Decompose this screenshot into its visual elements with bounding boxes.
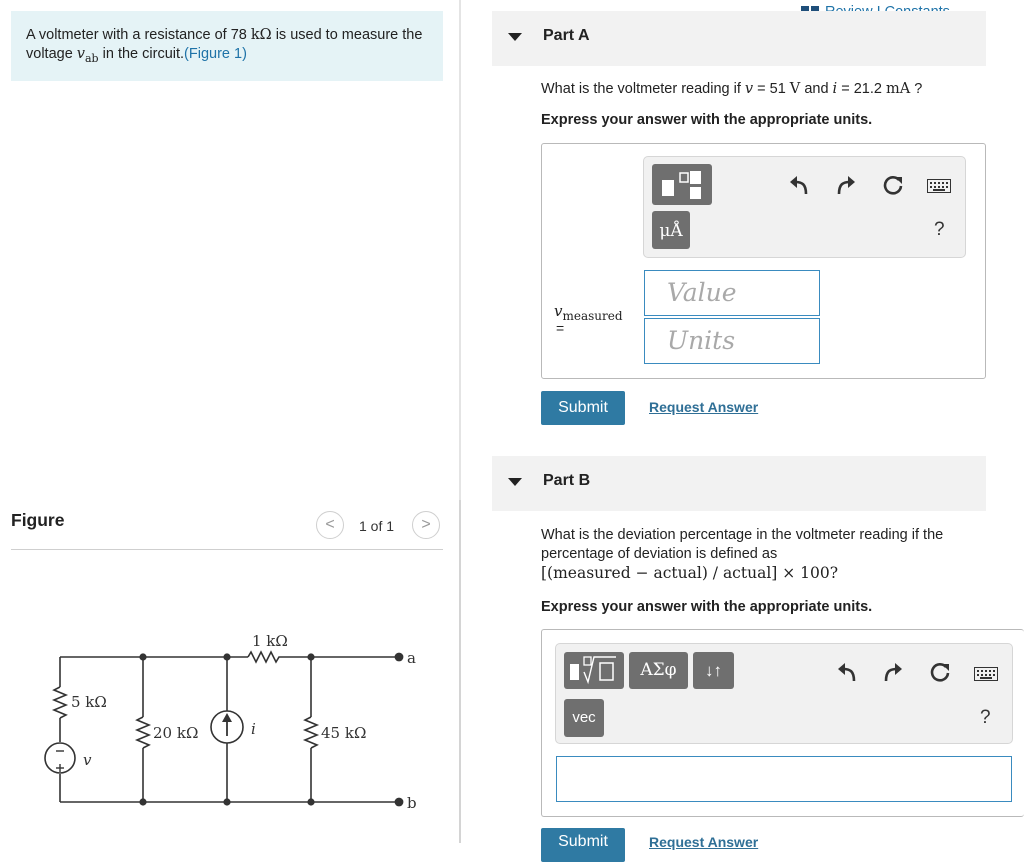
part-b-answer-input[interactable] (556, 756, 1012, 802)
collapse-triangle-icon[interactable] (508, 33, 522, 41)
part-b-instruction: Express your answer with the appropriate units. (541, 599, 873, 615)
part-b-title: Part B (543, 472, 591, 489)
lhs-label: $v_{measured}$ (554, 302, 623, 323)
chevron-right-icon: > (421, 516, 431, 533)
reset-icon[interactable] (928, 661, 952, 685)
value-input[interactable]: Value (644, 270, 820, 316)
templates-button[interactable] (652, 164, 712, 205)
resistance-unit: kΩ (250, 27, 272, 43)
chevron-left-icon: < (325, 516, 335, 533)
part-a-title: Part A (543, 27, 590, 44)
undo-icon[interactable] (836, 663, 858, 683)
figure-title: Figure (11, 510, 65, 530)
label-20k: 20 kΩ (153, 724, 199, 742)
units-button[interactable]: μÅ (652, 211, 690, 249)
sqrt-template-icon (564, 652, 624, 689)
part-a-toolbar (643, 156, 966, 258)
arrows-button[interactable]: ↓↑ (693, 652, 734, 689)
help-button[interactable]: ? (934, 219, 945, 240)
collapse-triangle-icon[interactable] (508, 478, 522, 486)
next-figure-button[interactable] (412, 511, 440, 539)
circuit-diagram (30, 625, 430, 825)
redo-icon[interactable] (882, 663, 904, 683)
part-a-request-answer[interactable]: Request Answer (649, 399, 759, 415)
part-b-formula: [(measured − actual) / actual] × 100? (541, 564, 839, 582)
reset-icon[interactable] (881, 174, 905, 198)
label-5k: 5 kΩ (71, 693, 107, 711)
part-a-submit-button[interactable]: Submit (541, 391, 625, 425)
units-input[interactable]: Units (644, 318, 820, 364)
keyboard-icon[interactable] (974, 667, 998, 681)
voltage-var: $v_{ab}$ (76, 46, 99, 65)
vec-button[interactable]: vec (564, 699, 604, 737)
fraction-template-icon (652, 164, 712, 205)
undo-icon[interactable] (788, 176, 810, 196)
part-a-header[interactable] (492, 11, 986, 66)
greek-button[interactable]: ΑΣφ (629, 652, 688, 689)
figure-link[interactable]: (Figure 1) (184, 46, 247, 62)
part-a-answer-box (541, 143, 986, 379)
part-b-question-line2: percentage of deviation is defined as (541, 546, 778, 562)
part-b-request-answer[interactable]: Request Answer (649, 834, 759, 850)
panel-divider-dark (459, 500, 461, 843)
label-1k: 1 kΩ (252, 632, 288, 650)
part-b-header[interactable] (492, 456, 986, 511)
part-b-answer-box (541, 629, 1024, 817)
label-i: i (251, 720, 256, 738)
part-a-instruction: Express your answer with the appropriate units. (541, 112, 873, 128)
problem-intro: A voltmeter with a resistance of 78 kΩ is used to measure the voltage $v_{ab}$ in the circuit.(Figure 1) (11, 11, 443, 81)
part-b-toolbar (555, 643, 1013, 744)
keyboard-icon[interactable] (927, 179, 951, 193)
part-a-question: What is the voltmeter reading if v = 51 V and i = 21.2 mA ? (541, 81, 923, 97)
templates-button[interactable] (564, 652, 624, 689)
lhs-equals: = (556, 320, 565, 336)
label-45k: 45 kΩ (321, 724, 367, 742)
help-button[interactable]: ? (980, 707, 991, 728)
left-panel (0, 0, 460, 843)
figure-counter: 1 of 1 (359, 518, 395, 534)
part-b-question-line1: What is the deviation percentage in the voltmeter reading if the (541, 527, 944, 543)
prev-figure-button[interactable] (316, 511, 344, 539)
figure-divider (11, 549, 443, 550)
label-v: v (83, 751, 92, 769)
part-b-submit-button[interactable]: Submit (541, 828, 625, 862)
terminal-b: b (407, 794, 417, 812)
terminal-a: a (407, 649, 416, 667)
redo-icon[interactable] (835, 176, 857, 196)
